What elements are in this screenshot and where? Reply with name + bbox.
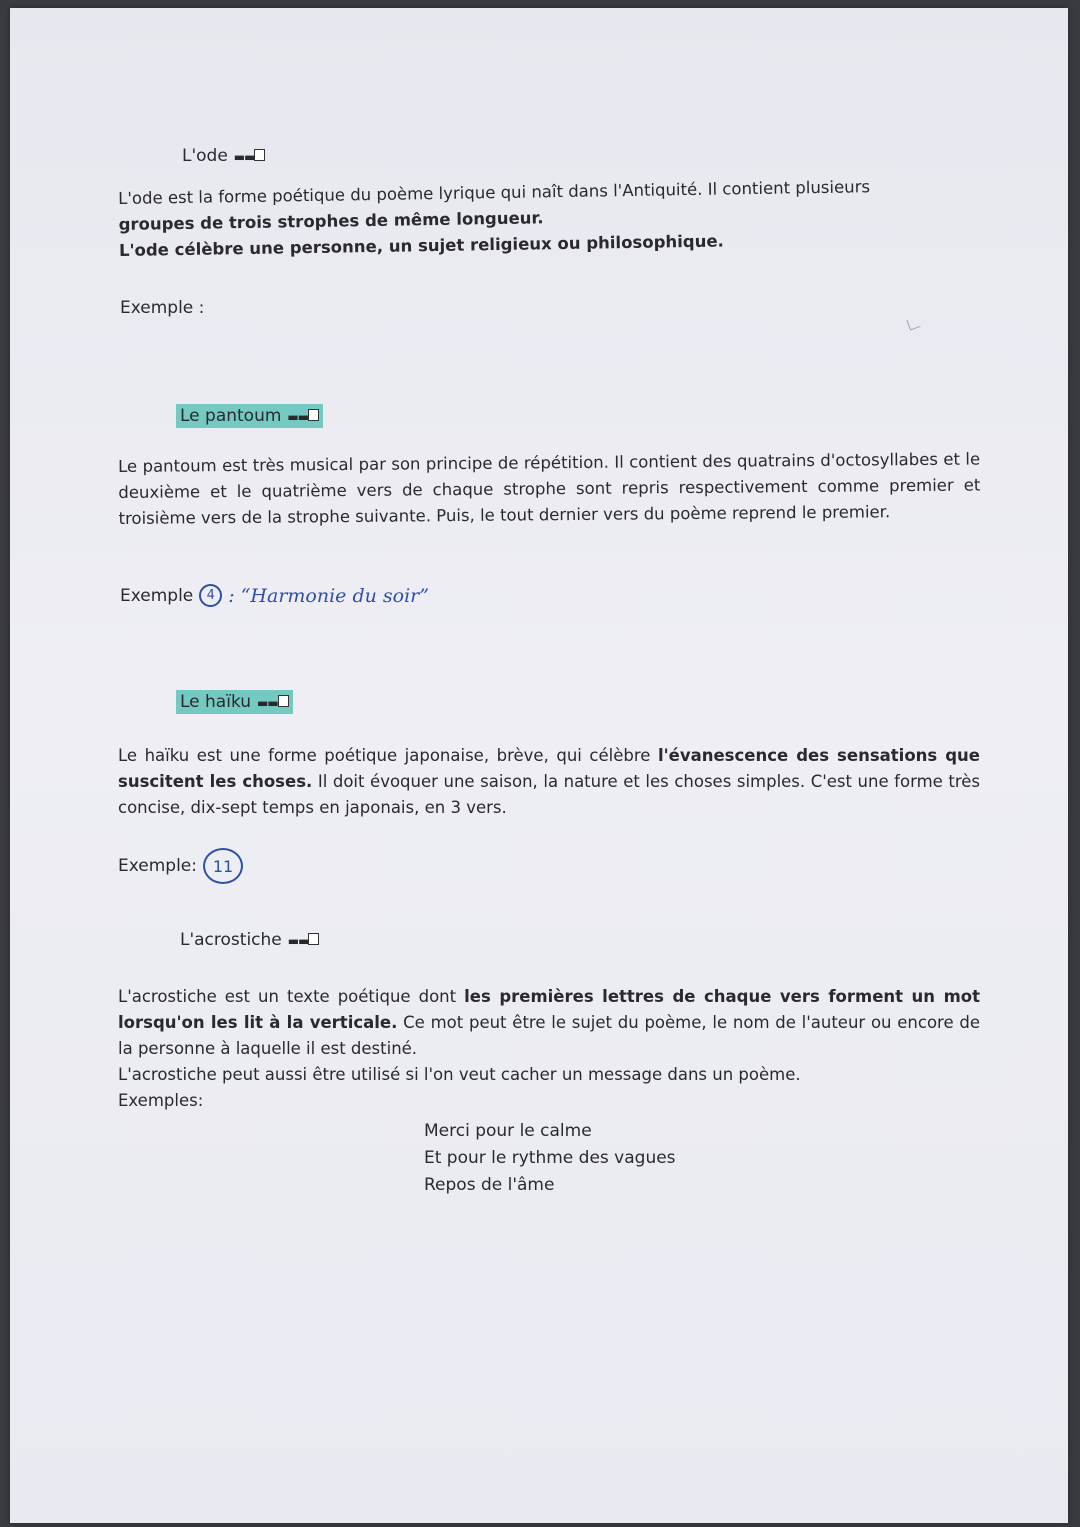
document-page (10, 8, 1068, 1523)
ode-text-1b: groupes de trois strophes de même longueur. (118, 208, 544, 234)
acrostiche-paragraph (118, 984, 980, 1114)
haiku-text-a: Le haïku est une forme poétique japonaise, brève, qui célèbre (118, 746, 658, 765)
haiku-text-c: Il doit évoquer une saison, la nature et les choses simples. C'est une forme très concise, dix-sept temps en japonais, en 3 vers. (118, 772, 980, 817)
pantoum-example-label: Exemple (120, 585, 194, 606)
pantoum-handwritten-title: : “Harmonie du soir” (228, 584, 429, 607)
acrostiche-poem (424, 1118, 676, 1199)
acrostiche-text-b: les premières lettres de chaque vers forment un mot lorsqu'on les lit à la verticale. (118, 987, 980, 1032)
link-marker-icon: ▬▬ (257, 695, 289, 710)
ode-text-1a: L'ode est la forme poétique du poème lyrique qui naît dans l'Antiquité. Il contient plusieurs (118, 177, 871, 208)
ode-text-2: L'ode célèbre une personne, un sujet religieux ou philosophique. (118, 231, 724, 260)
ode-title: L'ode (182, 146, 228, 166)
pantoum-example-number: 4 (199, 584, 222, 607)
haiku-example-label: Exemple: (118, 856, 197, 876)
haiku-heading (176, 690, 293, 714)
acrostiche-text-2: L'acrostiche peut aussi être utilisé si l'on veut cacher un message dans un poème. (118, 1065, 801, 1084)
haiku-example-number: 11 (203, 848, 243, 884)
pantoum-title: Le pantoum (180, 406, 282, 426)
acrostiche-example-label: Exemples: (118, 1091, 204, 1110)
link-marker-icon: ▬▬ (234, 149, 266, 164)
pantoum-example (120, 584, 429, 607)
ode-example-label: Exemple : (120, 298, 205, 318)
link-marker-icon: ▬▬ (288, 933, 320, 948)
haiku-text-b: l'évanescence des sensations que suscitent les choses. (118, 746, 980, 791)
acrostiche-text-c: Ce mot peut être le sujet du poème, le nom de l'auteur ou encore de la personne à laquelle il est destiné. (118, 1013, 981, 1058)
poem-line: Et pour le rythme des vagues (424, 1148, 676, 1168)
poem-line: Repos de l'âme (424, 1175, 555, 1195)
haiku-paragraph (118, 743, 980, 821)
ode-heading (178, 144, 269, 168)
poem-line: Merci pour le calme (424, 1121, 592, 1141)
acrostiche-heading (176, 928, 323, 952)
acrostiche-text-a: L'acrostiche est un texte poétique dont (118, 987, 465, 1006)
link-marker-icon: ▬▬ (287, 409, 319, 424)
acrostiche-title: L'acrostiche (180, 930, 282, 950)
haiku-title: Le haïku (180, 692, 252, 712)
pantoum-paragraph: Le pantoum est très musical par son principe de répétition. Il contient des quatrains d'octosyllabes et le deuxième et le quatrième vers de chaque strophe sont repris respectivement comme premier et troisième vers de la strophe suivante. Puis, le tout dernier vers du poème reprend le premier. (118, 449, 981, 528)
pen-tick-mark (906, 316, 920, 330)
pantoum-heading (176, 404, 323, 428)
ode-paragraph (118, 172, 981, 264)
haiku-example (118, 848, 243, 884)
